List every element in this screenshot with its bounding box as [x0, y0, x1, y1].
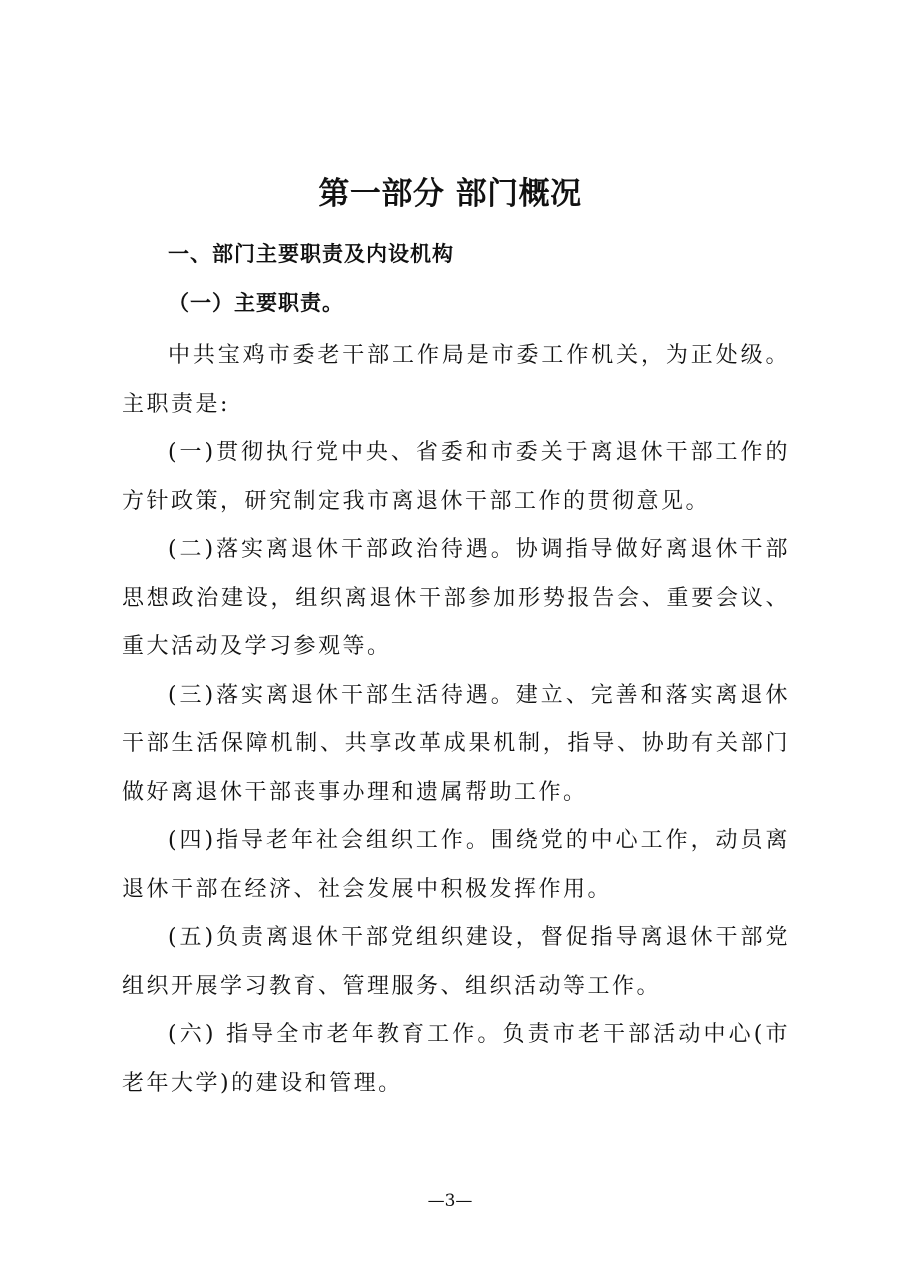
body-text: [122, 332, 790, 1108]
page-title: 第一部分 部门概况: [318, 176, 582, 212]
paragraph-duty-2: (二)落实离退休干部政治待遇。协调指导做好离退休干部思想政治建设，组织离退休干部参加形势报告会、重要会议、重大活动及学习参观等。: [122, 537, 790, 659]
paragraph-duty-4: (四)指导老年社会组织工作。围绕党的中心工作，动员离退休干部在经济、社会发展中积极发挥作用。: [122, 828, 790, 902]
section-heading: 一、部门主要职责及内设机构: [168, 242, 454, 266]
paragraph-intro: 中共宝鸡市委老干部工作局是市委工作机关，为正处级。主职责是:: [122, 343, 790, 417]
paragraph-duty-5: (五)负责离退休干部党组织建设，督促指导离退休干部党组织开展学习教育、管理服务、组织活动等工作。: [122, 925, 790, 999]
page-number: —3—: [427, 1191, 473, 1211]
subsection-heading: （一）主要职责。: [168, 290, 344, 315]
paragraph-duty-3: (三)落实离退休干部生活待遇。建立、完善和落实离退休干部生活保障机制、共享改革成果机制，指导、协助有关部门做好离退休干部丧事办理和遗属帮助工作。: [122, 682, 790, 805]
paragraph-duty-6: (六) 指导全市老年教育工作。负责市老干部活动中心(市老年大学)的建设和管理。: [122, 1022, 790, 1096]
paragraph-duty-1: (一)贯彻执行党中央、省委和市委关于离退休干部工作的方针政策，研究制定我市离退休干部工作的贯彻意见。: [122, 440, 790, 514]
